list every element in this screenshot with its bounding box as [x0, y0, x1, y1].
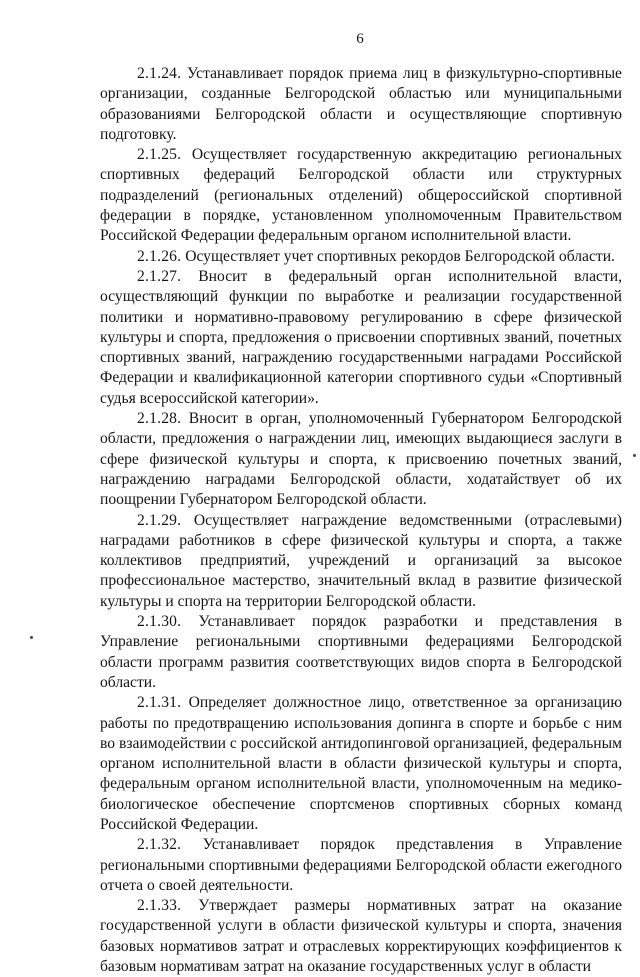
paragraph-text: Определяет должностное лицо, ответственное за организацию работы по предотвращению использования допинга в спорте и борьбе с ним во взаимодействии с российской антидопинговой организацией, федеральным органом исполнительной власти в области физической культуры и спорта, федеральным органом исполнительной власти, уполномоченным на медико-биологическое обеспечение спортсменов спортивных сборных команд Российской Федерации. — [100, 694, 622, 833]
paragraph-2-1-25 — [100, 145, 622, 246]
item-number: 2.1.27. — [137, 267, 182, 285]
scan-speck-left — [30, 636, 33, 639]
paragraph-2-1-24 — [100, 64, 622, 145]
paragraph-text: Устанавливает порядок разработки и представления в Управление региональными спортивными федерациями Белгородской области программ развития соответствующих видов спорта в Белгородской области. — [100, 613, 623, 691]
item-number: 2.1.30. — [137, 613, 182, 631]
paragraph-text: Устанавливает порядок приема лиц в физкультурно-спортивные организации, созданные Белгородской областью или муниципальными образованиями Белгородской области и осуществляющие спортивную подготовку. — [100, 65, 622, 143]
item-number: 2.1.33. — [137, 897, 182, 915]
item-number: 2.1.28. — [137, 410, 182, 428]
paragraph-2-1-29 — [100, 511, 622, 612]
item-number: 2.1.29. — [137, 511, 182, 529]
paragraph-2-1-26 — [100, 247, 622, 267]
item-number: 2.1.31. — [137, 694, 182, 712]
paragraph-2-1-32 — [100, 835, 622, 896]
item-number: 2.1.32. — [137, 836, 182, 854]
paragraph-2-1-33 — [100, 896, 622, 977]
paragraph-2-1-28 — [100, 409, 622, 510]
paragraph-text: Утверждает размеры нормативных затрат на оказание государственной услуги в области физической культуры и спорта, значения базовых нормативов затрат и отраслевых корректирующих коэффициентов к базовым нормативам затрат на оказание государственных услуг в области — [100, 897, 622, 976]
paragraph-text: Вносит в федеральный орган исполнительной власти, осуществляющий функции по выработке и реализации государственной политики и нормативно-правовому регулированию в сфере физической культуры и спорта, предложения о присвоении спортивных званий, почетных спортивных званий, награждению государственными наградами Российской Федерации и квалификационной категории спортивного судьи «Спортивный судья всероссийской категории». — [100, 267, 622, 407]
item-number: 2.1.24. — [137, 65, 182, 82]
scan-speck-right — [633, 454, 636, 457]
paragraph-2-1-30 — [100, 612, 622, 693]
paragraph-text: Устанавливает порядок представления в Управление региональными спортивными федерациями Белгородской области ежегодного отчета о своей деятельности. — [100, 836, 622, 894]
page-number: 6 — [356, 31, 364, 47]
paragraph-text: Осуществляет учет спортивных рекордов Белгородской области. — [185, 247, 615, 265]
paragraph-text: Осуществляет награждение ведомственными (отраслевыми) наградами работников в сфере физической культуры и спорта, а также коллективов предприятий, учреждений и организаций за высокое профессиональное мастерство, значительный вклад в развитие физической культуры и спорта на территории Белгородской области. — [100, 511, 622, 610]
paragraph-2-1-31 — [100, 693, 622, 835]
item-number: 2.1.26. — [137, 247, 182, 265]
document-body — [100, 64, 622, 977]
paragraph-text: Осуществляет государственную аккредитацию региональных спортивных федераций Белгородской области или структурных подразделений (региональных отделений) общероссийской спортивной федерации в порядке, установленном уполномоченным Правительством Российской Федерации федеральным органом исполнительной власти. — [100, 146, 622, 245]
paragraph-text: Вносит в орган, уполномоченный Губернатором Белгородской области, предложения о награждении лиц, имеющих выдающиеся заслуги в сфере физической культуры и спорта, к присвоению почетных званий, награждению наградами Белгородской области, ходатайствует об их поощрении Губернатором Белгородской области. — [100, 410, 622, 509]
item-number: 2.1.25. — [137, 146, 182, 164]
paragraph-2-1-27 — [100, 267, 622, 409]
